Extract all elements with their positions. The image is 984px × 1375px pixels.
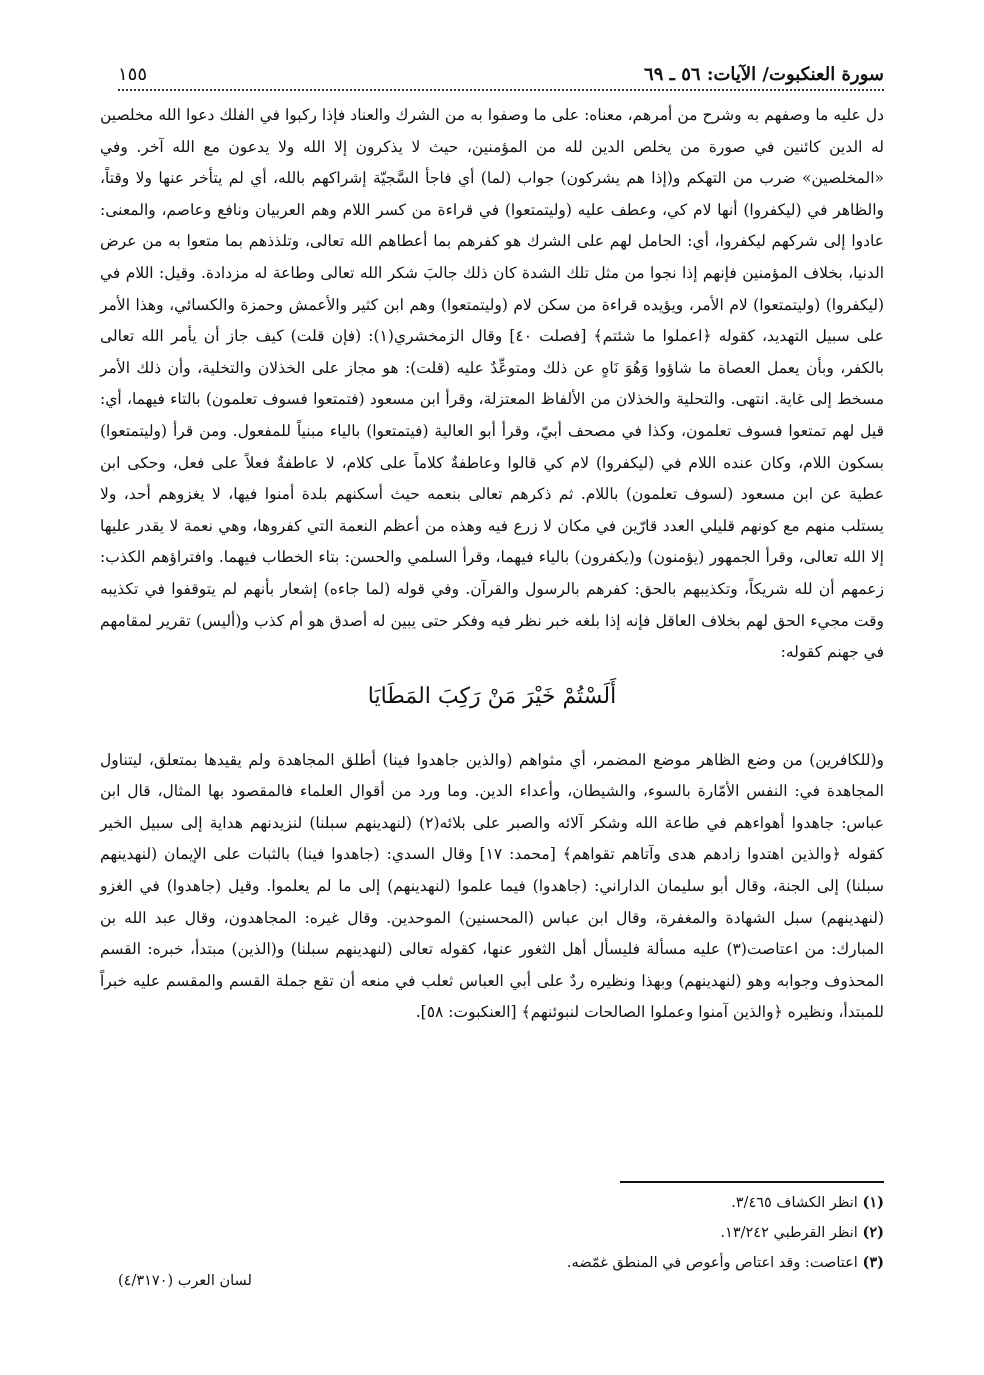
- footnote-2: [100, 1218, 884, 1248]
- footnote-number: (٣): [862, 1254, 884, 1271]
- running-head: [118, 64, 884, 91]
- footnote-1: [100, 1188, 884, 1218]
- main-text: [100, 100, 884, 1029]
- footnote-number: (٢): [862, 1224, 884, 1241]
- paragraph-2: و(للكافرين) من وضع الظاهر موضع المضمر، أي مثواهم (والذين جاهدوا فينا) أطلق المجاهدة ولم يقيدها بمتعلق، ليتناول المجاهدة في: النفس الأمّارة بالسوء، والشيطان، وأعداء الدين. وما ورد من أقوال العلماء فالمقصود بها المثال، قال ابن عباس: جاهدوا أهواءهم في طاعة الله وشكر آلائه والصبر على بلائه(٢) (لنهدينهم سبلنا) لنزيدنهم هداية إلى سبيل الخير كقوله ﴿والذين اهتدوا زادهم هدى وآتاهم تقواهم﴾ [محمد: ١٧] وقال السدي: (جاهدوا فينا) بالثبات على الإيمان (لنهدينهم سبلنا) إلى الجنة، وقال أبو سليمان الداراني: (جاهدوا) فيما علموا (لنهدينهم) إلى ما لم يعلموا. وقيل (جاهدوا) في الغزو (لنهدينهم) سبل الشهادة والمغفرة، وقال ابن عباس (المحسنين) الموحدين. وقال غيره: المجاهدون، وقال عبد الله بن المبارك: من اعتاصت(٣) عليه مسألة فليسأل أهل الثغور عنها، كقوله تعالى (لنهدينهم سبلنا) و(الذين) مبتدأ، خبره: القسم المحذوف وجوابه وهو (لنهدينهم) وبهذا ونظيره ردٌ على أبي العباس ثعلب في منعه أن تقع جملة القسم والمقسم عليه خبراً للمبتدأ، ونظيره ﴿والذين آمنوا وعملوا الصالحات لنبوئنهم﴾ [العنكبوت: ٥٨].: [100, 750, 885, 1022]
- footnotes: [100, 1188, 884, 1278]
- footnote-divider: [620, 1181, 884, 1183]
- poetry-verse: أَلَسْتُمْ خَيْرَ مَنْ رَكِبَ المَطَايَا: [367, 683, 617, 709]
- footnote-text: انظر الكشاف ٣/٤٦٥.: [731, 1195, 858, 1211]
- footnote-number: (١): [862, 1194, 884, 1211]
- footnote-text: اعتاصت: وقد اعتاص وأعوص في المنطق غمّضه.: [566, 1255, 858, 1271]
- paragraph-1: دل عليه ما وصفهم به وشرح من أمرهم، معناه: على ما وصفوا به من الشرك والعناد فإذا ركبوا في الفلك دعوا الله مخلصين له الدين كائنين في صورة من يخلص الدين لله من المؤمنين، حيث لا يذكرون إلا الله ولا يدعون مع الله آخر. وفي «المخلصين» ضرب من التهكم و(إذا هم يشركون) جواب (لما) أي فاجأ السَّجيّة إشراكهم بالله، أي لم يتأخر عنها ولا وقتاً، والظاهر في (ليكفروا) أنها لام كي، وعطف عليه (وليتمتعوا) في قراءة من كسر اللام وهم العربيان ونافع وعاصم، والمعنى: عادوا إلى شركهم ليكفروا، أي: الحامل لهم على الشرك هو كفرهم بما أعطاهم الله تعالى، وتلذذهم بما متعوا به من عرض الدنيا، بخلاف المؤمنين فإنهم إذا نجوا من مثل تلك الشدة كان ذلك جالبَ شكر الله تعالى وطاعة له مزدادة. وقيل: اللام في (ليكفروا) (وليتمتعوا) لام الأمر، ويؤيده قراءة من سكن لام (وليتمتعوا) وهم ابن كثير والأعمش وحمزة والكسائي، وهذا الأمر على سبيل التهديد، كقوله ﴿اعملوا ما شئتم﴾ [فصلت ٤٠] وقال الزمخشري(١): (فإن قلت) كيف جاز أن يأمر الله تعالى بالكفر، وبأن يعمل العصاة ما شاؤوا وَهُوَ نَاهٍ عن ذلك ومتوعِّدٌ عليه (قلت): هو مجاز على الخذلان والتخلية، وأن ذلك الأمر مسخط إلى غاية. انتهى. والتحلية والخذلان من الألفاظ المعتزلة، وقرأ ابن مسعود (فتمتعوا فسوف تعلمون) بالتاء فيهما، أي: قيل لهم تمتعوا فسوف تعلمون، وكذا في مصحف أبيّ، وقرأ أبو العالية (فيتمتعوا) بالياء مبنياً للمفعول. ومن قرأ (وليتمتعوا) بسكون اللام، وكان عنده اللام في (ليكفروا) لام كي قالوا وعاطفةٌ كلاماً على كلام، لا عاطفةٌ فعلاً على فعل، وحكى ابن عطية عن ابن مسعود (لسوف تعلمون) باللام. ثم ذكرهم تعالى بنعمه حيث أسكنهم بلدة أمنوا فيها، لا يغزوهم أحد، ولا يستلب منهم مع كونهم قليلي العدد قارّين في مكان لا زرع فيه وهذه من أعظم النعمة التي كفروها، وهي نعمة لا يقدر عليها إلا الله تعالى، وقرأ الجمهور (يؤمنون) و(يكفرون) بالياء فيهما، وقرأ السلمي والحسن: بتاء الخطاب فيهما. وافتراؤهم الكذب: زعمهم أن لله شريكاً، وتكذيبهم بالحق: كفرهم بالرسول والقرآن. وفي قوله (لما جاءه) إشعار بأنهم لم يتوقفوا في تكذيبه وقت مجيء الحق لهم بخلاف العاقل فإنه إذا بلغه خبر نظر فيه وفكر حتى يبين له أصدق هو أم كذب و(أليس) تقرير لمقامهم في جهنم كقوله:: [100, 106, 884, 662]
- running-title: سورة العنكبوت/ الآيات: ٥٦ ـ ٦٩: [644, 64, 884, 85]
- page-number: ١٥٥: [118, 64, 148, 85]
- source-note: لسان العرب (٤/٣١٧٠): [118, 1273, 252, 1289]
- footnote-text: انظر القرطبي ١٣/٢٤٢.: [720, 1225, 858, 1241]
